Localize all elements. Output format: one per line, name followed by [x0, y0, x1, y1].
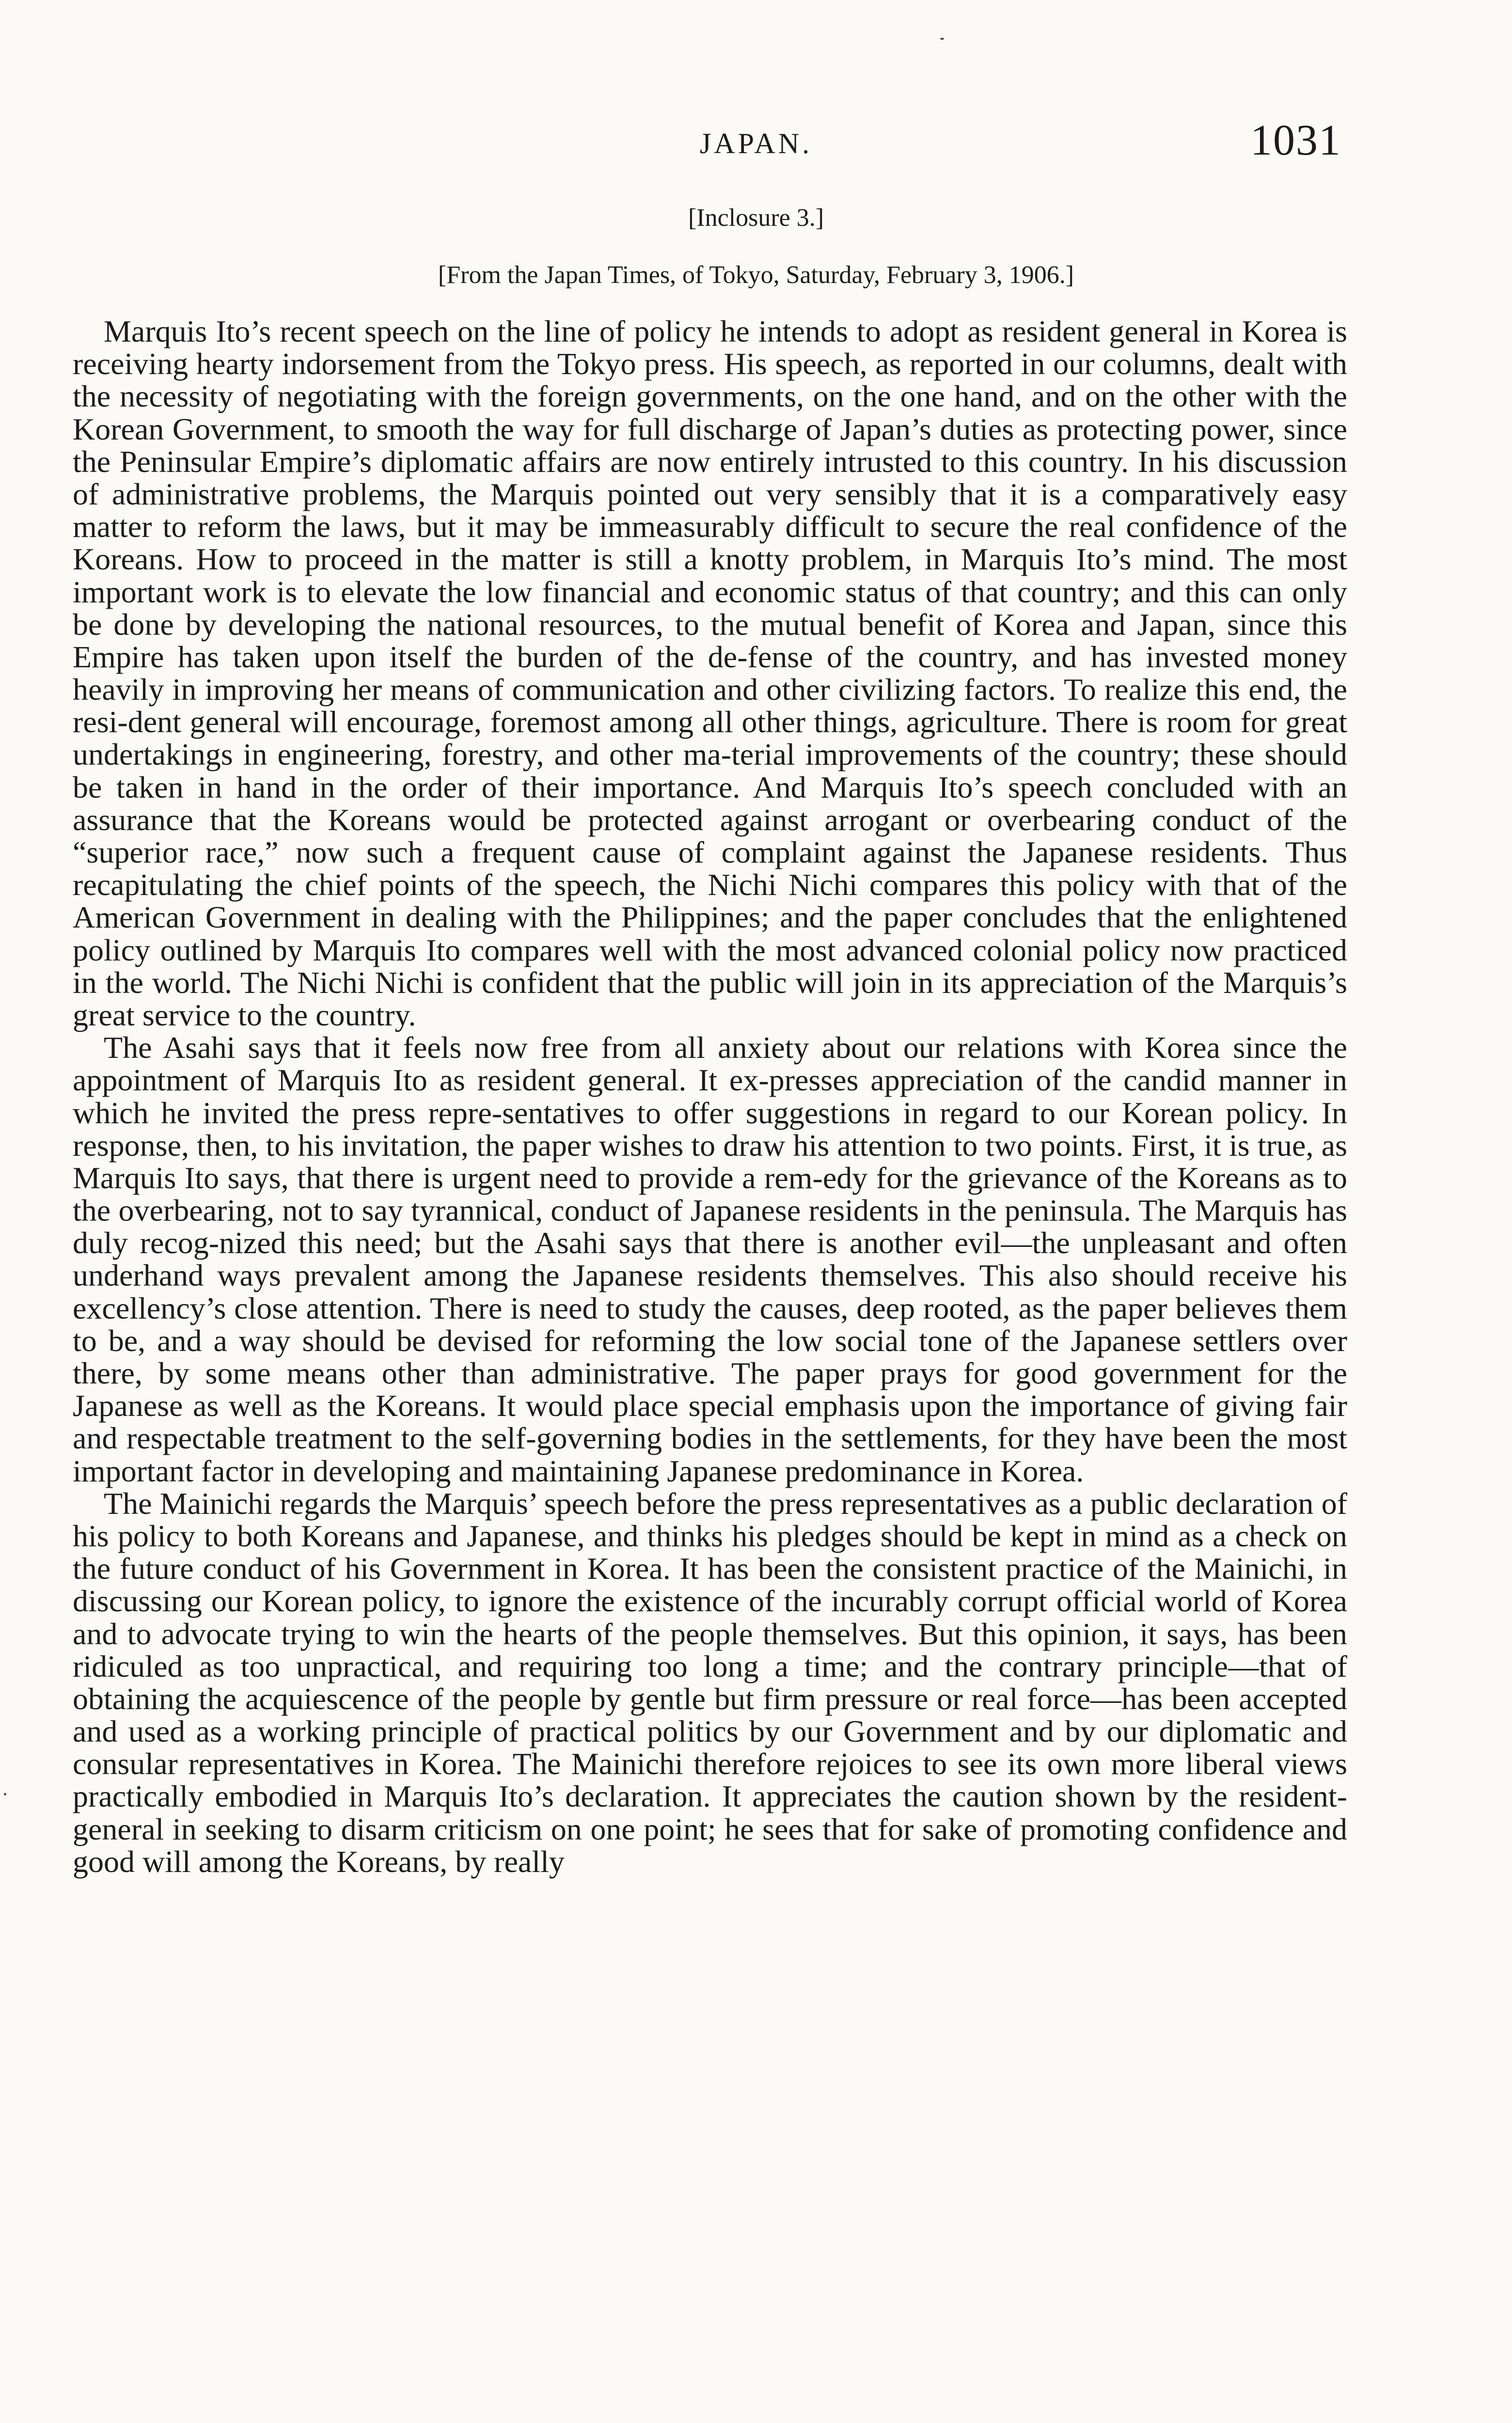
source-line: [From the Japan Times, of Tokyo, Saturday, February 3, 1906.]	[438, 261, 1074, 289]
page-number: 1031	[1250, 116, 1341, 164]
scan-speck	[4, 1793, 6, 1795]
scan-speck	[940, 38, 944, 40]
paragraph-asahi: The Asahi says that it feels now free from all anxiety about our relations with Korea since the appointment of Marquis Ito as resident general. It ex-presses appreciation of the candid manner in which he invited the press repre-sentatives to offer suggestions in regard to our Korean policy. In response, then, to his invitation, the paper wishes to draw his attention to two points. First, it is true, as Marquis Ito says, that there is urgent need to provide a rem-edy for the grievance of the Koreans as to the overbearing, not to say tyrannical, conduct of Japanese residents in the peninsula. The Marquis has duly recog-nized this need; but the Asahi says that there is another evil—the unpleasant and often underhand ways prevalent among the Japanese residents themselves. This also should receive his excellency’s close attention. There is need to study the causes, deep rooted, as the paper believes them to be, and a way should be devised for reforming the low social tone of the Japanese settlers over there, by some means other than administrative. The paper prays for good government for the Japanese as well as the Koreans. It would place special emphasis upon the importance of giving fair and respectable treatment to the self-governing bodies in the settlements, for they have been the most important factor in developing and maintaining Japanese predominance in Korea.	[73, 1030, 1347, 1488]
running-title: JAPAN.	[699, 127, 813, 159]
inclosure-label: [Inclosure 3.]	[688, 204, 824, 232]
article-body	[73, 315, 1347, 2360]
paragraph-mainichi: The Mainichi regards the Marquis’ speech before the press representatives as a public declaration of his policy to both Koreans and Japanese, and thinks his pledges should be kept in mind as a check on the future conduct of his Government in Korea. It has been the consistent practice of the Mainichi, in discussing our Korean policy, to ignore the existence of the incurably corrupt official world of Korea and to advocate trying to win the hearts of the people themselves. But this opinion, it says, has been ridiculed as too unpractical, and requiring too long a time; and the contrary principle—that of obtaining the acquiescence of the people by gentle but firm pressure or real force—has been accepted and used as a working principle of practical politics by our Government and by our diplomatic and consular representatives in Korea. The Mainichi therefore rejoices to see its own more liberal views practically embodied in Marquis Ito’s declaration. It appreciates the caution shown by the resident-general in seeking to disarm criticism on one point; he sees that for sake of promoting confidence and good will among the Koreans, by really	[73, 1486, 1347, 1879]
paragraph-nichi-nichi: Marquis Ito’s recent speech on the line of policy he intends to adopt as resident general in Korea is receiving hearty indorsement from the Tokyo press. His speech, as reported in our columns, dealt with the necessity of negotiating with the foreign governments, on the one hand, and on the other with the Korean Government, to smooth the way for full discharge of Japan’s duties as protecting power, since the Peninsular Empire’s diplomatic affairs are now entirely intrusted to this country. In his discussion of administrative problems, the Marquis pointed out very sensibly that it is a comparatively easy matter to reform the laws, but it may be immeasurably difficult to secure the real confidence of the Koreans. How to proceed in the matter is still a knotty problem, in Marquis Ito’s mind. The most important work is to elevate the low financial and economic status of that country; and this can only be done by developing the national resources, to the mutual benefit of Korea and Japan, since this Empire has taken upon itself the burden of the de-fense of the country, and has invested money heavily in improving her means of communication and other civilizing factors. To realize this end, the resi-dent general will encourage, foremost among all other things, agriculture. There is room for great undertakings in engineering, forestry, and other ma-terial improvements of the country; these should be taken in hand in the order of their importance. And Marquis Ito’s speech concluded with an assurance that the Koreans would be protected against arrogant or overbearing conduct of the “superior race,” now such a frequent cause of complaint against the Japanese residents. Thus recapitulating the chief points of the speech, the Nichi Nichi compares this policy with that of the American Government in dealing with the Philippines; and the paper concludes that the enlightened policy outlined by Marquis Ito compares well with the most advanced colonial policy now practiced in the world. The Nichi Nichi is confident that the public will join in its appreciation of the Marquis’s great service to the country.	[73, 315, 1347, 1032]
